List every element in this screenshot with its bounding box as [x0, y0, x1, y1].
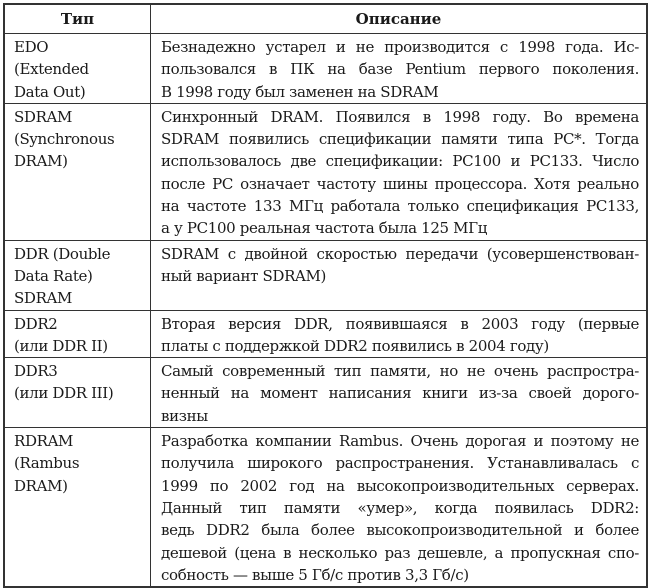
type-cell	[4, 34, 151, 104]
description-line: Безнадежно устарел и не производится с 1998 года. Ис-	[161, 38, 639, 56]
description-line: Разработка компании Rambus. Очень дорогая и поэтому не	[161, 432, 639, 451]
header-description: Описание	[151, 4, 648, 34]
type-line: DRAM)	[14, 152, 68, 171]
type-line: Data Out)	[14, 82, 86, 101]
table-row	[4, 310, 647, 358]
type-line: SDRAM	[14, 289, 73, 308]
type-line: (Rambus	[14, 454, 80, 473]
description-line: Самый современный тип памяти, но не очень распростра-	[161, 362, 639, 381]
header-type: Тип	[4, 4, 151, 34]
memory-types-table	[3, 3, 648, 588]
description-line: Синхронный DRAM. Появился в 1998 году. Во времена	[161, 107, 639, 126]
description-line: платы с поддержкой DDR2 появились в 2004 году)	[161, 336, 549, 355]
description-line: а у PC100 реальная частота была 125 МГц	[161, 219, 488, 238]
description-line: использовалось две спецификации: PC100 и PC133. Число	[161, 152, 639, 171]
description-line: SDRAM появились спецификации памяти типа PC*. Тогда	[161, 130, 639, 149]
description-line: Вторая версия DDR, появившаяся в 2003 году (первые	[161, 314, 639, 333]
description-line: В 1998 году был заменен на SDRAM	[161, 82, 439, 101]
description-line: ненный на момент написания книги из-за своей дорого-	[161, 384, 639, 403]
type-line: RDRAM	[14, 432, 74, 451]
type-line: Data Rate)	[14, 266, 93, 285]
type-cell	[4, 310, 151, 358]
type-line: EDO	[14, 38, 49, 56]
type-line: DDR (Double	[14, 244, 111, 263]
description-line: SDRAM с двойной скоростью передачи (усовершенствован-	[161, 244, 639, 263]
table-row	[4, 34, 647, 104]
description-cell	[151, 103, 648, 240]
type-cell	[4, 428, 151, 588]
description-line: собность — выше 5 Гб/с против 3,3 Гб/с)	[161, 565, 469, 584]
description-line: после PC означает частоту шины процессора. Хотя реально	[161, 174, 639, 193]
description-cell	[151, 428, 648, 588]
description-line: ный вариант SDRAM)	[161, 266, 327, 285]
description-cell	[151, 358, 648, 428]
type-cell	[4, 358, 151, 428]
table-row	[4, 240, 647, 310]
description-line: дешевой (цена в несколько раз дешевле, а пропускная спо-	[161, 543, 639, 562]
type-line: DDR2	[14, 314, 58, 333]
description-line: ведь DDR2 была более высокопроизводительной и более	[161, 521, 639, 540]
table-row	[4, 428, 647, 588]
type-line: SDRAM	[14, 107, 73, 126]
type-cell	[4, 103, 151, 240]
description-line: получила широкого распространения. Устанавливалась с	[161, 454, 639, 473]
type-line: (или DDR III)	[14, 384, 114, 403]
description-cell	[151, 310, 648, 358]
description-line: на частоте 133 МГц работала только спецификация PC133,	[161, 197, 639, 216]
description-cell	[151, 240, 648, 310]
type-cell	[4, 240, 151, 310]
header-row	[4, 4, 647, 34]
type-line: (или DDR II)	[14, 336, 108, 355]
description-line: пользовался в ПК на базе Pentium первого поколения.	[161, 60, 639, 79]
type-line: (Synchronous	[14, 130, 115, 149]
table-row	[4, 103, 647, 240]
description-line: 1999 по 2002 год на высокопроизводительных серверах.	[161, 476, 639, 495]
type-line: (Extended	[14, 60, 89, 79]
description-line: Данный тип памяти «умер», когда появилась DDR2:	[161, 498, 639, 517]
description-line: визны	[161, 406, 208, 425]
table-body	[4, 34, 647, 588]
description-cell	[151, 34, 648, 104]
type-line: DDR3	[14, 362, 58, 381]
table-row	[4, 358, 647, 428]
type-line: DRAM)	[14, 476, 68, 495]
